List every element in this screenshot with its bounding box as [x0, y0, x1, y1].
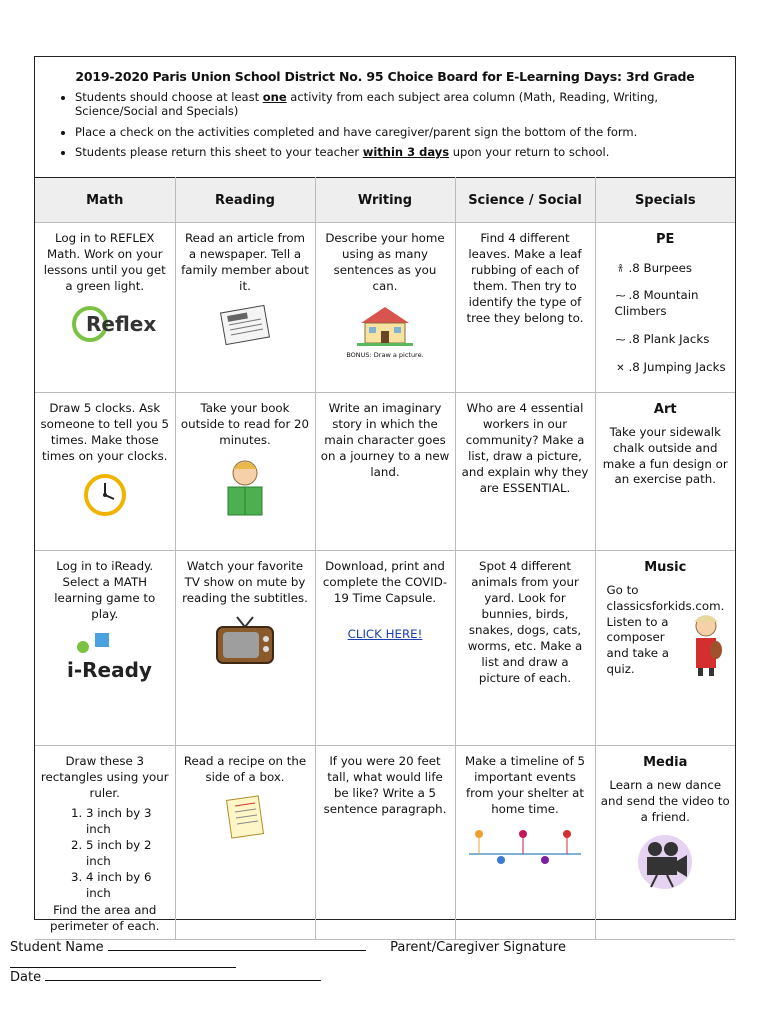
reflex-logo-icon: [70, 303, 157, 345]
cell-math: Log in to REFLEX Math. Work on your lessons until you get a green light. Reflex: [35, 223, 175, 393]
kid-reading-icon: [220, 457, 270, 519]
choice-board: [34, 56, 736, 934]
svg-text:i-Ready: i-Ready: [66, 657, 152, 682]
cell-reading: Take your book outside to read for 20 minutes.: [175, 393, 315, 551]
cell-science: Spot 4 different animals from your yard. Look for bunnies, birds, snakes, dogs, cats, worms, etc. Make a list and draw a picture of each.: [455, 551, 595, 746]
student-name-label: Student Name: [10, 940, 104, 955]
instruction-3: • Students please return this sheet to your teacher within 3 days upon your return to school.: [75, 145, 721, 159]
pe-item: ✕ .8 Jumping Jacks: [616, 360, 726, 375]
cell-science: Find 4 different leaves. Make a leaf rubbing of each of them. Then try to identify the type of tree they belong to.: [455, 223, 595, 393]
table-row: [35, 746, 735, 940]
cell-science: Make a timeline of 5 important events from your shelter at home time.: [455, 746, 595, 940]
house-icon: [355, 303, 415, 347]
pe-item: ⁓ .8 Plank Jacks: [615, 332, 710, 347]
television-icon: [213, 615, 277, 667]
cell-specials: Media Learn a new dance and send the video to a friend.: [595, 746, 735, 940]
cell-math: Draw these 3 rectangles using your ruler. 1. 3 inch by 3 inch 2. 5 inch by 2 inch 3. 4 inch by 6 inch Find the area and perimeter of each.: [35, 746, 175, 940]
mozart-violin-icon: [684, 612, 728, 678]
cell-specials: [595, 223, 735, 393]
activity-table: [35, 177, 735, 940]
specials-title: PE: [656, 232, 675, 247]
cell-specials: Music Go to classicsforkids.com. Listen to a composer and take a quiz.: [595, 551, 735, 746]
newspaper-icon: [217, 303, 273, 345]
climber-figure-icon: ⁓: [615, 291, 626, 303]
covid-time-capsule-link[interactable]: CLICK HERE!: [347, 626, 423, 641]
bonus-note: BONUS: Draw a picture.: [346, 350, 424, 359]
col-science-social: Science / Social: [455, 178, 595, 223]
table-row: [35, 223, 735, 393]
specials-title: Music: [644, 560, 687, 576]
timeline-icon: [465, 826, 585, 866]
instructions-list: [49, 90, 721, 160]
film-camera-icon: [633, 833, 697, 891]
specials-title: Art: [653, 402, 677, 418]
cell-math: Log in to iReady. Select a MATH learning game to play. i-Ready: [35, 551, 175, 746]
recipe-card-icon: [223, 794, 267, 840]
jumping-figure-icon: ✕: [616, 363, 625, 375]
col-specials: Specials: [595, 178, 735, 223]
cell-reading: Read an article from a newspaper. Tell a family member about it.: [175, 223, 315, 393]
parent-signature-field[interactable]: [10, 955, 236, 968]
date-field[interactable]: [45, 968, 321, 981]
col-math: Math: [35, 178, 175, 223]
table-row: [35, 393, 735, 551]
svg-text:Reflex: Reflex: [85, 311, 157, 336]
plank-figure-icon: ⁓: [615, 335, 626, 347]
student-name-field[interactable]: [108, 938, 366, 951]
col-reading: Reading: [175, 178, 315, 223]
col-writing: Writing: [315, 178, 455, 223]
rectangle-list: 1. 3 inch by 3 inch 2. 5 inch by 2 inch 3. 4 inch by 6 inch: [86, 806, 170, 902]
cell-reading: Watch your favorite TV show on mute by reading the subtitles.: [175, 551, 315, 746]
cell-writing: Write an imaginary story in which the main character goes on a journey to a new land.: [315, 393, 455, 551]
pe-item: ⁓ .8 Mountain Climbers: [614, 288, 699, 319]
table-row: [35, 551, 735, 746]
burpee-figure-icon: 𐀪: [617, 263, 624, 275]
board-header: [35, 57, 735, 177]
board-title: 2019-2020 Paris Union School District No. 95 Choice Board for E-Learning Days: 3rd Grade: [75, 69, 695, 84]
cell-writing: If you were 20 feet tall, what would life be like? Write a 5 sentence paragraph.: [315, 746, 455, 940]
cell-reading: Read a recipe on the side of a box.: [175, 746, 315, 940]
instruction-2: • Place a check on the activities completed and have caregiver/parent sign the bottom of the form.: [75, 125, 721, 139]
iready-logo-icon: [65, 631, 152, 687]
cell-math: Draw 5 clocks. Ask someone to tell you 5 times. Make those times on your clocks.: [35, 393, 175, 551]
specials-title: Media: [643, 755, 688, 771]
cell-science: Who are 4 essential workers in our community? Make a list, draw a picture, and explain why they are ESSENTIAL.: [455, 393, 595, 551]
parent-signature-label: Parent/Caregiver Signature: [390, 940, 566, 955]
pe-item: 𐀪 .8 Burpees: [601, 261, 731, 277]
cell-writing: Download, print and complete the COVID-19 Time Capsule. CLICK HERE!: [315, 551, 455, 746]
column-headers: [35, 178, 735, 223]
date-row: [10, 968, 760, 985]
date-label: Date: [10, 970, 42, 985]
cell-writing: Describe your home using as many sentences as you can. BONUS: Draw a picture.: [315, 223, 455, 393]
instruction-1: • Students should choose at least one activity from each subject area column (Math, Reading, Writing, Science/Social and Specials): [75, 90, 721, 119]
cell-specials: Art Take your sidewalk chalk outside and make a fun design or an exercise path.: [595, 393, 735, 551]
clock-icon: [83, 473, 127, 517]
signature-row: [10, 938, 760, 972]
